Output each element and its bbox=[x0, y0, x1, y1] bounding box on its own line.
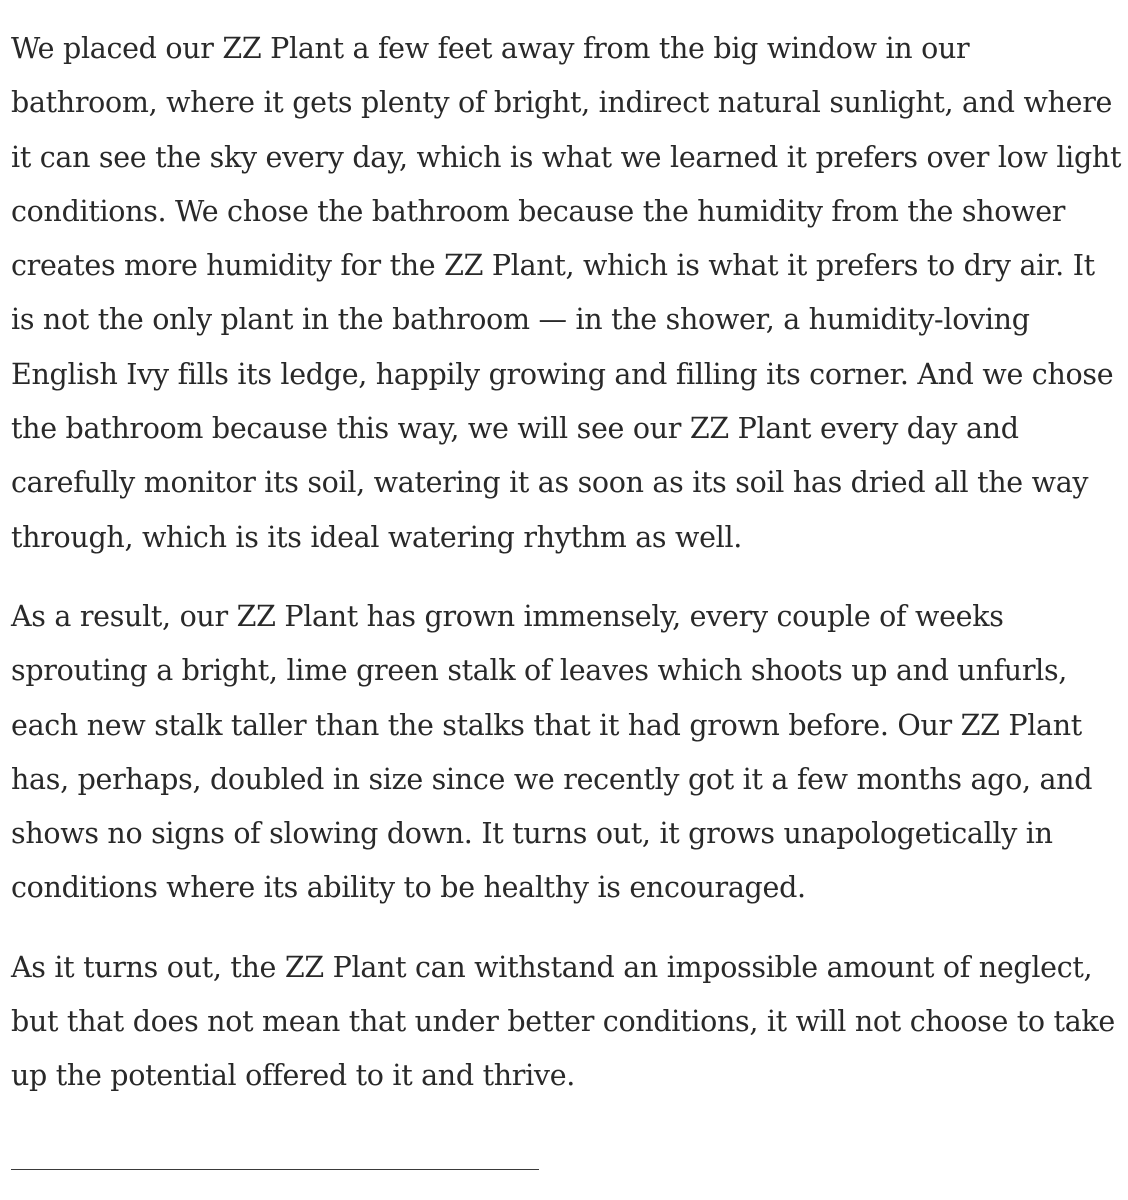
paragraph-conclusion: As it turns out, the ZZ Plant can withstand an impossible amount of neglect, but that does not mean that under better conditions, it will not choose to take up the potential offered to it and thrive. bbox=[11, 950, 1115, 1093]
paragraph-growth: As a result, our ZZ Plant has grown immensely, every couple of weeks sprouting a bright, lime green stalk of leaves which shoots up and unfurls, each new stalk taller than the stalks that it had grown before. Our ZZ Plant has, perhaps, doubled in size since we recently got it a few months ago, and shows no signs of slowing down. It turns out, it grows unapologetically in conditions where its ability to be healthy is encouraged. bbox=[11, 599, 1093, 905]
section-divider bbox=[11, 1169, 539, 1170]
article-body bbox=[11, 22, 1123, 1129]
paragraph-placement: We placed our ZZ Plant a few feet away from the big window in our bathroom, where it gets plenty of bright, indirect natural sunlight, and where it can see the sky every day, which is what we learned it prefers over low light conditions. We chose the bathroom because the humidity from the shower creates more humidity for the ZZ Plant, which is what it prefers to dry air. It is not the only plant in the bathroom — in the shower, a humidity-loving English Ivy fills its ledge, happily growing and filling its corner. And we chose the bathroom because this way, we will see our ZZ Plant every day and carefully monitor its soil, watering it as soon as its soil has dried all the way through, which is its ideal watering rhythm as well. bbox=[11, 32, 1122, 554]
